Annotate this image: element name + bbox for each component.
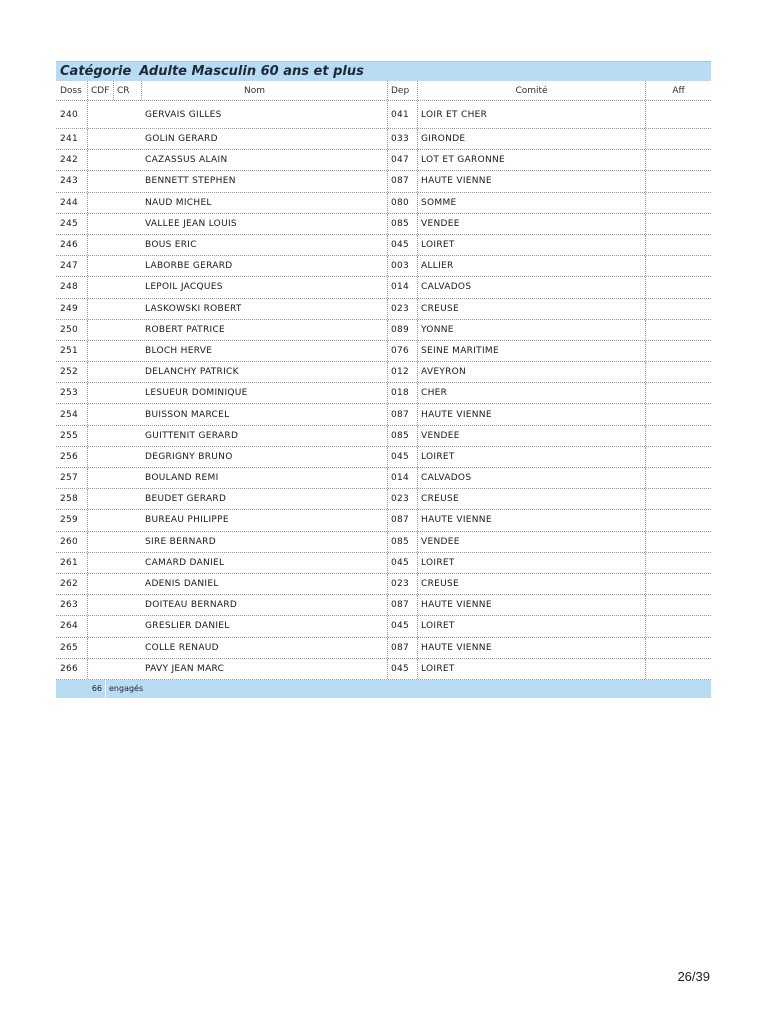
cell-dep: 087 [388,404,418,424]
cell-dep: 087 [388,510,418,530]
col-comite: Comité [418,81,646,100]
page-number: 26/39 [677,969,710,984]
cell-cdf [88,193,114,213]
cell-cr [114,101,142,128]
cell-nom: GRESLIER DANIEL [142,616,388,636]
cell-aff [646,150,711,170]
cell-dep: 076 [388,341,418,361]
cell-cdf [88,256,114,276]
cell-aff [646,426,711,446]
category-value: Adulte Masculin 60 ans et plus [139,64,364,79]
cell-aff [646,214,711,234]
cell-doss: 247 [56,256,88,276]
cell-comite: AVEYRON [418,362,646,382]
cell-comite: LOIRET [418,553,646,573]
entrant-count: 66 [56,680,106,698]
cell-comite: CREUSE [418,489,646,509]
cell-doss: 263 [56,595,88,615]
cell-cr [114,489,142,509]
col-nom: Nom [142,81,388,100]
results-sheet [56,61,711,698]
cell-comite: YONNE [418,320,646,340]
cell-cdf [88,510,114,530]
col-cdf: CDF [88,81,114,100]
cell-comite: LOIRET [418,235,646,255]
cell-doss: 251 [56,341,88,361]
cell-comite: ALLIER [418,256,646,276]
cell-comite: LOIR ET CHER [418,101,646,128]
cell-doss: 253 [56,383,88,403]
cell-dep: 045 [388,447,418,467]
cell-cr [114,553,142,573]
cell-nom: COLLE RENAUD [142,638,388,658]
table-row [56,362,711,383]
table-row [56,341,711,362]
cell-aff [646,341,711,361]
cell-cdf [88,129,114,149]
col-dep: Dep [388,81,418,100]
cell-cr [114,214,142,234]
entrant-label: engagés [109,684,144,694]
table-row [56,193,711,214]
cell-cr [114,235,142,255]
cell-nom: VALLEE JEAN LOUIS [142,214,388,234]
cell-comite: HAUTE VIENNE [418,638,646,658]
cell-dep: 023 [388,299,418,319]
cell-aff [646,659,711,679]
cell-nom: DOITEAU BERNARD [142,595,388,615]
table-row [56,171,711,192]
cell-aff [646,532,711,552]
cell-dep: 085 [388,426,418,446]
cell-cdf [88,171,114,191]
cell-dep: 023 [388,574,418,594]
cell-nom: BOULAND REMI [142,468,388,488]
cell-comite: SOMME [418,193,646,213]
cell-cr [114,277,142,297]
cell-cr [114,638,142,658]
cell-cr [114,447,142,467]
cell-cr [114,616,142,636]
cell-doss: 248 [56,277,88,297]
cell-cdf [88,150,114,170]
cell-nom: DEGRIGNY BRUNO [142,447,388,467]
cell-cdf [88,320,114,340]
cell-dep: 041 [388,101,418,128]
table-row [56,214,711,235]
cell-cdf [88,362,114,382]
cell-nom: BENNETT STEPHEN [142,171,388,191]
cell-aff [646,320,711,340]
cell-doss: 260 [56,532,88,552]
cell-doss: 241 [56,129,88,149]
cell-dep: 045 [388,659,418,679]
cell-doss: 266 [56,659,88,679]
cell-doss: 243 [56,171,88,191]
table-row [56,150,711,171]
cell-doss: 254 [56,404,88,424]
cell-cr [114,193,142,213]
cell-cr [114,150,142,170]
cell-cdf [88,659,114,679]
col-doss: Doss [56,81,88,100]
cell-nom: DELANCHY PATRICK [142,362,388,382]
cell-cr [114,532,142,552]
cell-cdf [88,574,114,594]
cell-cr [114,510,142,530]
cell-cdf [88,638,114,658]
table-row [56,638,711,659]
cell-cr [114,256,142,276]
cell-cr [114,595,142,615]
cell-doss: 252 [56,362,88,382]
cell-dep: 014 [388,277,418,297]
cell-aff [646,616,711,636]
cell-comite: HAUTE VIENNE [418,510,646,530]
cell-aff [646,447,711,467]
cell-doss: 258 [56,489,88,509]
cell-cdf [88,277,114,297]
cell-doss: 249 [56,299,88,319]
table-row [56,595,711,616]
cell-cdf [88,426,114,446]
cell-nom: CAMARD DANIEL [142,553,388,573]
cell-doss: 255 [56,426,88,446]
cell-cr [114,426,142,446]
cell-comite: VENDEE [418,214,646,234]
cell-aff [646,256,711,276]
cell-comite: CREUSE [418,299,646,319]
cell-aff [646,638,711,658]
cell-comite: VENDEE [418,532,646,552]
table-row [56,101,711,129]
cell-doss: 257 [56,468,88,488]
cell-aff [646,489,711,509]
cell-nom: LABORBE GERARD [142,256,388,276]
cell-comite: HAUTE VIENNE [418,171,646,191]
category-label: Catégorie [60,64,132,79]
table-row [56,320,711,341]
cell-comite: LOIRET [418,659,646,679]
cell-dep: 023 [388,489,418,509]
cell-cr [114,404,142,424]
table-row [56,256,711,277]
table-footer [56,680,711,698]
cell-doss: 242 [56,150,88,170]
cell-doss: 246 [56,235,88,255]
table-row [56,426,711,447]
cell-comite: CALVADOS [418,468,646,488]
cell-aff [646,277,711,297]
cell-cdf [88,101,114,128]
cell-nom: ROBERT PATRICE [142,320,388,340]
cell-aff [646,595,711,615]
cell-doss: 256 [56,447,88,467]
table-row [56,616,711,637]
cell-nom: CAZASSUS ALAIN [142,150,388,170]
cell-cr [114,341,142,361]
cell-dep: 089 [388,320,418,340]
cell-nom: GOLIN GERARD [142,129,388,149]
cell-nom: LEPOIL JACQUES [142,277,388,297]
cell-dep: 045 [388,235,418,255]
cell-aff [646,362,711,382]
cell-comite: LOIRET [418,616,646,636]
cell-cdf [88,447,114,467]
cell-nom: PAVY JEAN MARC [142,659,388,679]
cell-aff [646,404,711,424]
cell-comite: VENDEE [418,426,646,446]
category-bar [56,61,711,81]
cell-doss: 240 [56,101,88,128]
cell-comite: LOT ET GARONNE [418,150,646,170]
cell-cr [114,362,142,382]
cell-doss: 261 [56,553,88,573]
cell-dep: 085 [388,532,418,552]
cell-cdf [88,235,114,255]
cell-cdf [88,404,114,424]
table-row [56,383,711,404]
cell-dep: 045 [388,553,418,573]
cell-aff [646,299,711,319]
cell-cdf [88,595,114,615]
cell-comite: HAUTE VIENNE [418,595,646,615]
cell-doss: 259 [56,510,88,530]
cell-dep: 047 [388,150,418,170]
table-row [56,299,711,320]
cell-nom: SIRE BERNARD [142,532,388,552]
cell-comite: GIRONDE [418,129,646,149]
table-row [56,129,711,150]
cell-aff [646,574,711,594]
table-body [56,101,711,680]
table-row [56,235,711,256]
cell-dep: 018 [388,383,418,403]
table-header [56,81,711,101]
cell-cr [114,468,142,488]
cell-cr [114,299,142,319]
cell-doss: 245 [56,214,88,234]
cell-dep: 085 [388,214,418,234]
cell-cdf [88,341,114,361]
cell-comite: HAUTE VIENNE [418,404,646,424]
cell-comite: SEINE MARITIME [418,341,646,361]
cell-nom: BLOCH HERVE [142,341,388,361]
cell-nom: BOUS ERIC [142,235,388,255]
cell-doss: 264 [56,616,88,636]
cell-dep: 087 [388,171,418,191]
table-row [56,447,711,468]
cell-cdf [88,383,114,403]
cell-aff [646,101,711,128]
cell-cr [114,574,142,594]
cell-aff [646,193,711,213]
cell-dep: 033 [388,129,418,149]
table-row [56,659,711,680]
cell-comite: CALVADOS [418,277,646,297]
cell-aff [646,468,711,488]
cell-nom: BEUDET GERARD [142,489,388,509]
cell-cdf [88,468,114,488]
cell-nom: BUREAU PHILIPPE [142,510,388,530]
cell-doss: 265 [56,638,88,658]
cell-aff [646,235,711,255]
cell-cdf [88,553,114,573]
cell-cr [114,320,142,340]
table-row [56,404,711,425]
cell-dep: 080 [388,193,418,213]
cell-cr [114,171,142,191]
cell-comite: CREUSE [418,574,646,594]
table-row [56,277,711,298]
cell-nom: ADENIS DANIEL [142,574,388,594]
cell-cr [114,659,142,679]
cell-doss: 262 [56,574,88,594]
cell-nom: GERVAIS GILLES [142,101,388,128]
cell-nom: NAUD MICHEL [142,193,388,213]
cell-aff [646,553,711,573]
table-row [56,532,711,553]
cell-comite: CHER [418,383,646,403]
cell-aff [646,383,711,403]
table-row [56,574,711,595]
cell-aff [646,129,711,149]
cell-dep: 014 [388,468,418,488]
cell-dep: 003 [388,256,418,276]
cell-nom: BUISSON MARCEL [142,404,388,424]
cell-cdf [88,532,114,552]
cell-nom: LASKOWSKI ROBERT [142,299,388,319]
cell-cdf [88,616,114,636]
col-aff: Aff [672,85,685,96]
cell-dep: 045 [388,616,418,636]
table-row [56,468,711,489]
table-row [56,489,711,510]
cell-dep: 087 [388,595,418,615]
cell-aff [646,510,711,530]
cell-cdf [88,299,114,319]
cell-cdf [88,489,114,509]
cell-doss: 250 [56,320,88,340]
cell-comite: LOIRET [418,447,646,467]
cell-aff [646,171,711,191]
cell-cr [114,129,142,149]
table-row [56,553,711,574]
col-cr: CR [114,81,142,100]
table-row [56,510,711,531]
cell-dep: 087 [388,638,418,658]
cell-doss: 244 [56,193,88,213]
cell-cdf [88,214,114,234]
cell-nom: LESUEUR DOMINIQUE [142,383,388,403]
cell-nom: GUITTENIT GERARD [142,426,388,446]
cell-cr [114,383,142,403]
cell-dep: 012 [388,362,418,382]
